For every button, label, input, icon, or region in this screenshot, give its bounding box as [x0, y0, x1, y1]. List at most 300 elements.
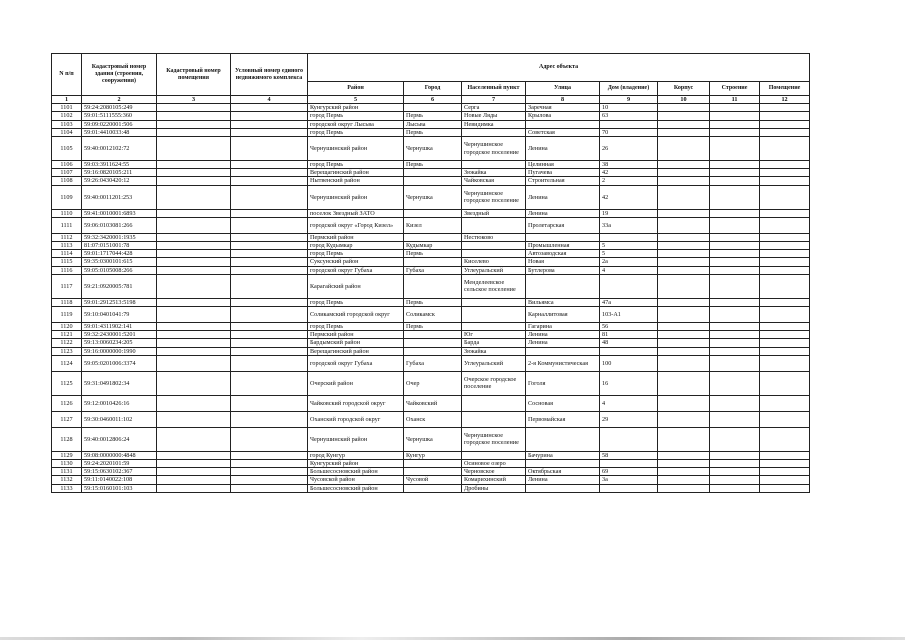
cadastral-number: 59:26:0430420:12: [82, 177, 157, 185]
house-cell: [600, 120, 658, 128]
premise-cadastral-cell: [157, 468, 231, 476]
property-register-table: [51, 53, 810, 493]
korpus-cell: [658, 371, 710, 395]
house-cell: 47а: [600, 298, 658, 306]
korpus-cell: [658, 451, 710, 459]
premise-cadastral-cell: [157, 112, 231, 120]
locality-cell: [462, 250, 526, 258]
korpus-cell: [658, 217, 710, 233]
premise-cadastral-cell: [157, 274, 231, 298]
premise-cell: [760, 451, 810, 459]
district-cell: город Пермь: [308, 298, 404, 306]
building-cell: [710, 323, 760, 331]
cadastral-number: 59:40:0011201:253: [82, 185, 157, 209]
table-row: [52, 451, 810, 459]
building-cell: [710, 258, 760, 266]
complex-number-cell: [231, 128, 308, 136]
row-number: 1131: [52, 468, 82, 476]
house-cell: 19: [600, 209, 658, 217]
district-cell: городской округ Губаха: [308, 266, 404, 274]
city-cell: Пермь: [404, 298, 462, 306]
cadastral-number: 59:11:0140022:108: [82, 476, 157, 484]
table-row: [52, 484, 810, 492]
city-cell: Чусовой: [404, 476, 462, 484]
cadastral-number: 59:05:0201006:3374: [82, 355, 157, 371]
house-cell: [600, 347, 658, 355]
korpus-cell: [658, 331, 710, 339]
cadastral-number: 59:13:0060234:205: [82, 339, 157, 347]
locality-cell: Невидимка: [462, 120, 526, 128]
korpus-cell: [658, 104, 710, 112]
row-number: 1130: [52, 460, 82, 468]
table-row: [52, 395, 810, 411]
row-number: 1122: [52, 339, 82, 347]
building-cell: [710, 460, 760, 468]
building-cell: [710, 395, 760, 411]
city-cell: Оханск: [404, 411, 462, 427]
header-district: Район: [308, 82, 404, 96]
korpus-cell: [658, 460, 710, 468]
district-cell: Оханский городской округ: [308, 411, 404, 427]
row-number: 1133: [52, 484, 82, 492]
premise-cadastral-cell: [157, 169, 231, 177]
complex-number-cell: [231, 104, 308, 112]
table-row: [52, 137, 810, 161]
col-number: 11: [710, 96, 760, 104]
complex-number-cell: [231, 460, 308, 468]
street-cell: Крылова: [526, 112, 600, 120]
korpus-cell: [658, 395, 710, 411]
city-cell: Лысьва: [404, 120, 462, 128]
locality-cell: Чайковская: [462, 177, 526, 185]
district-cell: Чернушинский район: [308, 185, 404, 209]
premise-cadastral-cell: [157, 217, 231, 233]
row-number: 1126: [52, 395, 82, 411]
premise-cell: [760, 347, 810, 355]
header-n: N п/п: [52, 54, 82, 96]
table-row: [52, 371, 810, 395]
locality-cell: Черновское: [462, 468, 526, 476]
house-cell: 3а: [600, 476, 658, 484]
building-cell: [710, 242, 760, 250]
col-number: 8: [526, 96, 600, 104]
building-cell: [710, 120, 760, 128]
house-cell: 2а: [600, 258, 658, 266]
complex-number-cell: [231, 169, 308, 177]
street-cell: Гоголя: [526, 371, 600, 395]
table-row: [52, 120, 810, 128]
city-cell: [404, 104, 462, 112]
city-cell: [404, 258, 462, 266]
street-cell: 2-я Коммунистическая: [526, 355, 600, 371]
street-cell: Ленина: [526, 339, 600, 347]
building-cell: [710, 331, 760, 339]
city-cell: Чайковский: [404, 395, 462, 411]
row-number: 1118: [52, 298, 82, 306]
complex-number-cell: [231, 395, 308, 411]
locality-cell: Чернушинское городское поселение: [462, 185, 526, 209]
house-cell: 42: [600, 185, 658, 209]
cadastral-number: 59:06:0103081:266: [82, 217, 157, 233]
district-cell: Очерский район: [308, 371, 404, 395]
row-number: 1109: [52, 185, 82, 209]
building-cell: [710, 112, 760, 120]
city-cell: Пермь: [404, 323, 462, 331]
complex-number-cell: [231, 451, 308, 459]
col-number: 4: [231, 96, 308, 104]
locality-cell: [462, 323, 526, 331]
street-cell: Первомайская: [526, 411, 600, 427]
building-cell: [710, 427, 760, 451]
korpus-cell: [658, 298, 710, 306]
premise-cell: [760, 169, 810, 177]
district-cell: Кунгурский район: [308, 460, 404, 468]
cadastral-number: 59:32:3420001:1935: [82, 233, 157, 241]
cadastral-number: 59:21:0920005:781: [82, 274, 157, 298]
district-cell: Чернушинский район: [308, 427, 404, 451]
row-number: 1124: [52, 355, 82, 371]
premise-cell: [760, 161, 810, 169]
street-cell: Заречная: [526, 104, 600, 112]
premise-cell: [760, 307, 810, 323]
premise-cell: [760, 209, 810, 217]
district-cell: Суксунский район: [308, 258, 404, 266]
korpus-cell: [658, 120, 710, 128]
house-cell: [600, 274, 658, 298]
house-cell: 16: [600, 371, 658, 395]
premise-cadastral-cell: [157, 371, 231, 395]
premise-cadastral-cell: [157, 339, 231, 347]
korpus-cell: [658, 177, 710, 185]
street-cell: Октябрьская: [526, 468, 600, 476]
korpus-cell: [658, 209, 710, 217]
house-cell: 56: [600, 323, 658, 331]
premise-cell: [760, 128, 810, 136]
street-cell: [526, 233, 600, 241]
district-cell: Карагайский район: [308, 274, 404, 298]
premise-cell: [760, 484, 810, 492]
table-row: [52, 128, 810, 136]
row-number: 1125: [52, 371, 82, 395]
header-house: Дом (владение): [600, 82, 658, 96]
col-number: 10: [658, 96, 710, 104]
premise-cell: [760, 355, 810, 371]
district-cell: Чернушинский район: [308, 137, 404, 161]
complex-number-cell: [231, 307, 308, 323]
building-cell: [710, 411, 760, 427]
korpus-cell: [658, 427, 710, 451]
column-numbers-row: [52, 96, 810, 104]
locality-cell: Звездный: [462, 209, 526, 217]
header-korpus: Корпус: [658, 82, 710, 96]
col-number: 6: [404, 96, 462, 104]
korpus-cell: [658, 250, 710, 258]
house-cell: 29: [600, 411, 658, 427]
house-cell: 69: [600, 468, 658, 476]
premise-cadastral-cell: [157, 331, 231, 339]
locality-cell: Юг: [462, 331, 526, 339]
city-cell: [404, 274, 462, 298]
locality-cell: Чернушинское городское поселение: [462, 427, 526, 451]
building-cell: [710, 128, 760, 136]
building-cell: [710, 476, 760, 484]
table-row: [52, 104, 810, 112]
table-row: [52, 250, 810, 258]
row-number: 1121: [52, 331, 82, 339]
premise-cadastral-cell: [157, 258, 231, 266]
cadastral-number: 59:03:3911624:55: [82, 161, 157, 169]
street-cell: [526, 484, 600, 492]
district-cell: Чусовской район: [308, 476, 404, 484]
complex-number-cell: [231, 177, 308, 185]
city-cell: Чернушка: [404, 185, 462, 209]
building-cell: [710, 468, 760, 476]
premise-cell: [760, 476, 810, 484]
korpus-cell: [658, 137, 710, 161]
district-cell: поселок Звездный ЗАТО: [308, 209, 404, 217]
building-cell: [710, 185, 760, 209]
district-cell: город Кунгур: [308, 451, 404, 459]
korpus-cell: [658, 112, 710, 120]
locality-cell: [462, 411, 526, 427]
city-cell: [404, 169, 462, 177]
house-cell: 48: [600, 339, 658, 347]
locality-cell: Менделеевское сельское поселение: [462, 274, 526, 298]
house-cell: [600, 484, 658, 492]
locality-cell: Серга: [462, 104, 526, 112]
district-cell: Верещагинский район: [308, 169, 404, 177]
house-cell: [600, 233, 658, 241]
house-cell: 4: [600, 266, 658, 274]
cadastral-number: 59:40:0012102:72: [82, 137, 157, 161]
street-cell: Ленина: [526, 331, 600, 339]
premise-cadastral-cell: [157, 161, 231, 169]
table-row: [52, 169, 810, 177]
premise-cadastral-cell: [157, 298, 231, 306]
complex-number-cell: [231, 371, 308, 395]
header-locality: Населенный пункт: [462, 82, 526, 96]
cadastral-number: 59:35:0300101:615: [82, 258, 157, 266]
house-cell: 38: [600, 161, 658, 169]
premise-cadastral-cell: [157, 451, 231, 459]
table-row: [52, 427, 810, 451]
street-cell: [526, 460, 600, 468]
building-cell: [710, 355, 760, 371]
header-premise: Помещение: [760, 82, 810, 96]
cadastral-number: 59:01:5111555:360: [82, 112, 157, 120]
district-cell: Большесосновский район: [308, 468, 404, 476]
complex-number-cell: [231, 233, 308, 241]
house-cell: 5: [600, 250, 658, 258]
premise-cell: [760, 371, 810, 395]
building-cell: [710, 169, 760, 177]
premise-cadastral-cell: [157, 347, 231, 355]
locality-cell: Нестюково: [462, 233, 526, 241]
district-cell: Кунгурский район: [308, 104, 404, 112]
cadastral-number: 59:16:0000000:1990: [82, 347, 157, 355]
city-cell: Соликамск: [404, 307, 462, 323]
table-row: [52, 242, 810, 250]
header-building: Строение: [710, 82, 760, 96]
premise-cell: [760, 331, 810, 339]
premise-cadastral-cell: [157, 395, 231, 411]
street-cell: Пугачева: [526, 169, 600, 177]
row-number: 1123: [52, 347, 82, 355]
cadastral-number: 59:08:0000000:4848: [82, 451, 157, 459]
korpus-cell: [658, 347, 710, 355]
premise-cadastral-cell: [157, 177, 231, 185]
korpus-cell: [658, 128, 710, 136]
district-cell: городской округ Лысьва: [308, 120, 404, 128]
table-row: [52, 355, 810, 371]
district-cell: городской округ Губаха: [308, 355, 404, 371]
house-cell: 10: [600, 104, 658, 112]
street-cell: Ленина: [526, 476, 600, 484]
col-number: 2: [82, 96, 157, 104]
premise-cadastral-cell: [157, 307, 231, 323]
premise-cadastral-cell: [157, 427, 231, 451]
row-number: 1128: [52, 427, 82, 451]
premise-cell: [760, 298, 810, 306]
street-cell: Ленина: [526, 137, 600, 161]
row-number: 1102: [52, 112, 82, 120]
street-cell: Новая: [526, 258, 600, 266]
cadastral-number: 59:01:4311902:141: [82, 323, 157, 331]
table-row: [52, 185, 810, 209]
building-cell: [710, 177, 760, 185]
house-cell: 100: [600, 355, 658, 371]
locality-cell: Осиновое озеро: [462, 460, 526, 468]
district-cell: город Пермь: [308, 161, 404, 169]
locality-cell: [462, 298, 526, 306]
cadastral-number: 59:10:0401041:79: [82, 307, 157, 323]
house-cell: [600, 427, 658, 451]
street-cell: [526, 274, 600, 298]
street-cell: Ленина: [526, 209, 600, 217]
locality-cell: Барда: [462, 339, 526, 347]
complex-number-cell: [231, 258, 308, 266]
row-number: 1127: [52, 411, 82, 427]
district-cell: Пермский район: [308, 233, 404, 241]
locality-cell: Комарихинский: [462, 476, 526, 484]
complex-number-cell: [231, 331, 308, 339]
premise-cadastral-cell: [157, 460, 231, 468]
table-row: [52, 274, 810, 298]
row-number: 1106: [52, 161, 82, 169]
district-cell: город Кудымкар: [308, 242, 404, 250]
premise-cell: [760, 427, 810, 451]
city-cell: Чернушка: [404, 427, 462, 451]
table-row: [52, 307, 810, 323]
table-row: [52, 347, 810, 355]
complex-number-cell: [231, 137, 308, 161]
complex-number-cell: [231, 250, 308, 258]
korpus-cell: [658, 242, 710, 250]
col-number: 3: [157, 96, 231, 104]
house-cell: 63: [600, 112, 658, 120]
complex-number-cell: [231, 185, 308, 209]
building-cell: [710, 451, 760, 459]
premise-cell: [760, 217, 810, 233]
house-cell: 26: [600, 137, 658, 161]
complex-number-cell: [231, 242, 308, 250]
locality-cell: [462, 242, 526, 250]
premise-cadastral-cell: [157, 233, 231, 241]
row-number: 1115: [52, 258, 82, 266]
col-number: 1: [52, 96, 82, 104]
district-cell: Верещагинский район: [308, 347, 404, 355]
house-cell: 33а: [600, 217, 658, 233]
korpus-cell: [658, 233, 710, 241]
building-cell: [710, 266, 760, 274]
row-number: 1116: [52, 266, 82, 274]
city-cell: [404, 484, 462, 492]
cadastral-number: 59:40:0012806:24: [82, 427, 157, 451]
complex-number-cell: [231, 266, 308, 274]
locality-cell: Новые Ляды: [462, 112, 526, 120]
complex-number-cell: [231, 339, 308, 347]
complex-number-cell: [231, 427, 308, 451]
premise-cadastral-cell: [157, 128, 231, 136]
col-number: 5: [308, 96, 404, 104]
korpus-cell: [658, 307, 710, 323]
house-cell: 5: [600, 242, 658, 250]
house-cell: 42: [600, 169, 658, 177]
premise-cell: [760, 120, 810, 128]
row-number: 1117: [52, 274, 82, 298]
district-cell: Чайковский городской округ: [308, 395, 404, 411]
street-cell: Вильямса: [526, 298, 600, 306]
premise-cadastral-cell: [157, 266, 231, 274]
premise-cell: [760, 258, 810, 266]
complex-number-cell: [231, 209, 308, 217]
korpus-cell: [658, 339, 710, 347]
street-cell: Сосновая: [526, 395, 600, 411]
row-number: 1132: [52, 476, 82, 484]
complex-number-cell: [231, 298, 308, 306]
premise-cadastral-cell: [157, 104, 231, 112]
premise-cell: [760, 411, 810, 427]
city-cell: [404, 331, 462, 339]
building-cell: [710, 104, 760, 112]
row-number: 1103: [52, 120, 82, 128]
district-cell: город Пермь: [308, 128, 404, 136]
building-cell: [710, 274, 760, 298]
house-cell: 2: [600, 177, 658, 185]
city-cell: Пермь: [404, 112, 462, 120]
building-cell: [710, 371, 760, 395]
house-cell: 81: [600, 331, 658, 339]
locality-cell: Зюкайка: [462, 347, 526, 355]
row-number: 1105: [52, 137, 82, 161]
cadastral-number: 59:24:2020101:59: [82, 460, 157, 468]
street-cell: Бачурина: [526, 451, 600, 459]
korpus-cell: [658, 266, 710, 274]
premise-cadastral-cell: [157, 476, 231, 484]
premise-cadastral-cell: [157, 242, 231, 250]
district-cell: город Пермь: [308, 323, 404, 331]
premise-cell: [760, 177, 810, 185]
city-cell: Губаха: [404, 266, 462, 274]
header-cad-building: Кадастровый номер здания (строения, сооружения): [82, 54, 157, 96]
cadastral-number: 59:12:0010426:16: [82, 395, 157, 411]
table-row: [52, 217, 810, 233]
premise-cadastral-cell: [157, 250, 231, 258]
locality-cell: Дробины: [462, 484, 526, 492]
premise-cell: [760, 339, 810, 347]
street-cell: Советская: [526, 128, 600, 136]
table-row: [52, 209, 810, 217]
